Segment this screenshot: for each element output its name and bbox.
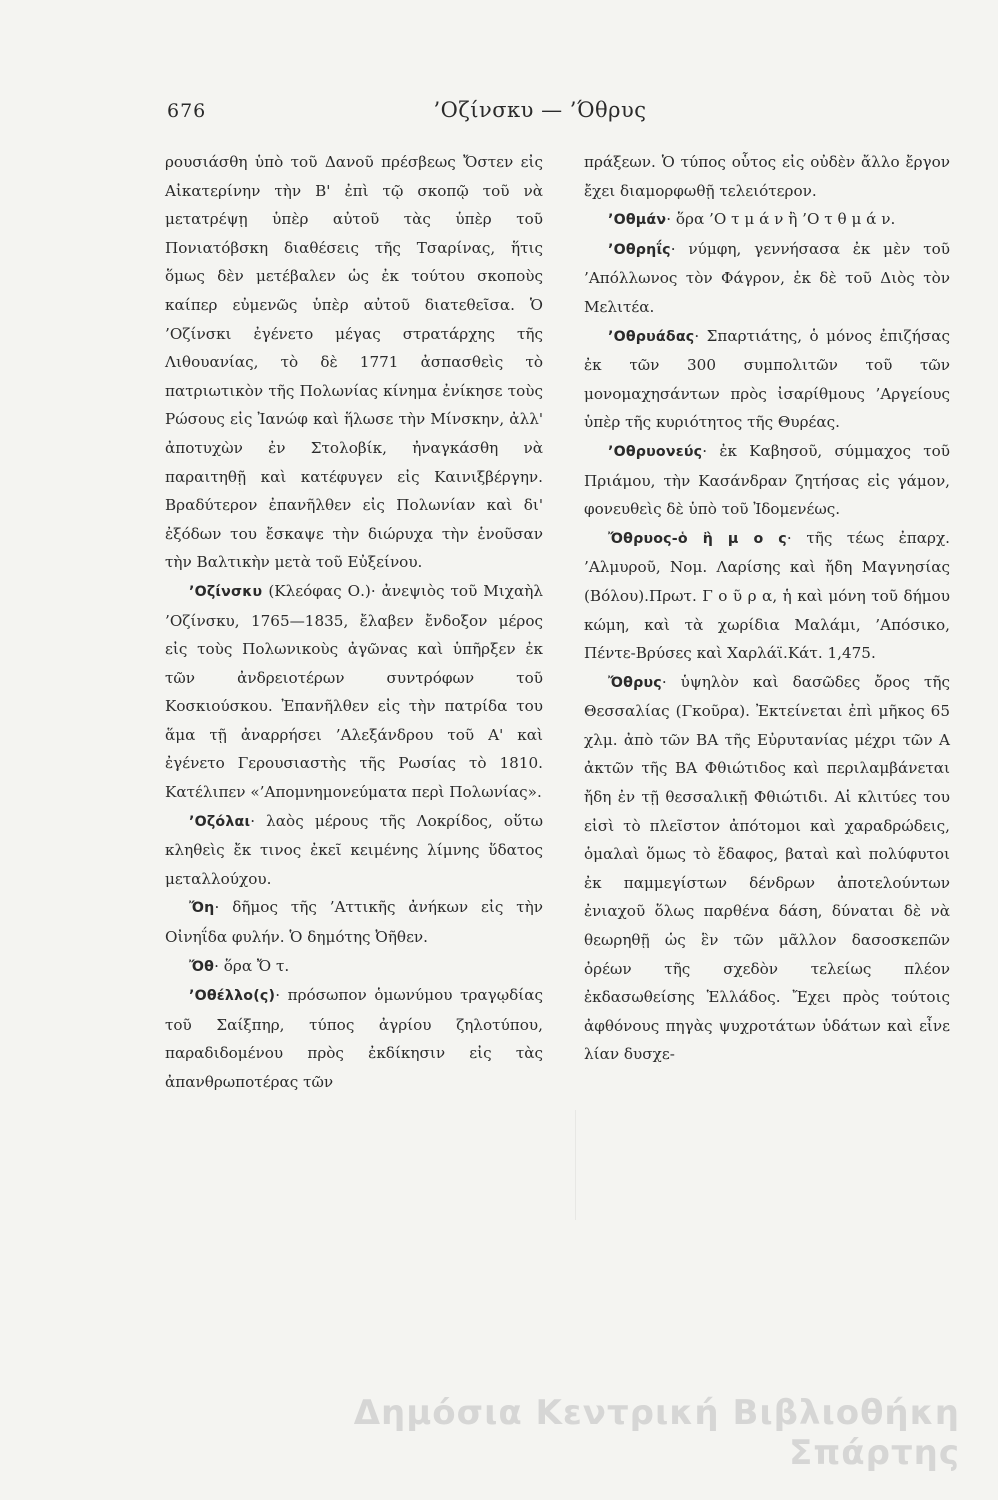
entry-text: · ὅρα Ὄ τ. — [214, 956, 290, 975]
entry-text: · ὑψηλὸν καὶ δασῶδες ὄρος τῆς Θεσσαλίας (Γκοῦρα). Ἐκτείνεται ἐπὶ μῆκος 65 χλμ. ἀπὸ τῶν ΒΑ τῆς Εὐρυτανίας μέχρι τῶν Α ἀκτῶν τῆς ΒΑ Φθιώτιδος καὶ περιλαμβάνεται ἤδη ἐν τῇ θεσσαλικῇ Φθιώτιδι. Αἱ κλιτύες του εἰσὶ τὸ πλεῖστον ἀπότομοι καὶ χαραδρώδεις, ὁμαλαὶ ὅμως τὸ ἔδαφος, βαταὶ καὶ πολύφυτοι ἐκ παμμεγίστων δένδρων ἀποτελούντων ἐνιαχοῦ ὅλως παρθένα δάση, δύναται δὲ νὰ θεωρηθῇ ὡς ἓν τῶν μᾶλλον δασοσκεπῶν ὀρέων τῆς σχεδὸν τελείως πλέον ἐκδασωθείσης Ἑλλάδος. Ἔχει πρὸς τούτοις ἀφθόνους πηγὰς ψυχροτάτων ὑδάτων καὶ εἶνε λίαν δυσχε- — [584, 672, 950, 1064]
entry-headword: Ὄθρυς — [608, 674, 662, 691]
entry-text: · νύμφη, γεννήσασα ἐκ μὲν τοῦ ’Απόλλωνος τὸν Φάγρον, ἐκ δὲ τοῦ Διὸς τὸν Μελιτέα. — [584, 239, 950, 316]
entry-text: · ὅρα ’Ο τ μ ά ν ἢ ’Ο τ θ μ ά ν. — [666, 210, 896, 229]
dictionary-entry — [165, 577, 543, 807]
entry-text: ρουσιάσθη ὑπὸ τοῦ Δανοῦ πρέσβεως Ὄστεν εἰς Αἰκατερίνην τὴν Β' ἐπὶ τῷ σκοπῷ τοῦ νὰ μετατρέψῃ ὑπὲρ αὐτοῦ τὰς ὑπὲρ τοῦ Πονιατόβσκη διαθέσεις τῆς Τσαρίνας, ἥτις ὅμως δὲν μετέβαλεν ὡς ἐκ τούτου σκοποὺς καίπερ εὐμενῶς ὑπὲρ αὐτοῦ διατεθεῖσα. Ὁ ’Οζίνσκι ἐγένετο μέγας στρατάρχης τῆς Λιθουανίας, τὸ δὲ 1771 ἀσπασθεὶς τὸ πατριωτικὸν τῆς Πολωνίας κίνημα ἐνίκησε τοὺς Ρώσους εἰς Ἰανώφ καὶ ἥλωσε τὴν Μίνσκην, ἀλλ' ἀποτυχὼν ἐν Στολοβίκ, ἠναγκάσθη νὰ παραιτηθῇ καὶ κατέφυγεν εἰς Καινιξβέργην. Βραδύτερον ἐπανῆλθεν εἰς Πολωνίαν καὶ δι' ἐξόδων του ἔσκαψε τὴν διώρυχα τὴν ἑνοῦσαν τὴν Βαλτικὴν μετὰ τοῦ Εὐξείνου. — [165, 153, 543, 572]
entry-headword: Ὄθρυος-ὁ ἢ μ ο ς — [608, 530, 787, 547]
right-column — [584, 148, 950, 1069]
entry-text: · τῆς τέως ἐπαρχ. ’Αλμυροῦ, Νομ. Λαρίσης καὶ ἤδη Μαγνησίας (Βόλου).Πρωτ. Γ ο ῦ ρ α, ἡ καὶ μόνη τοῦ δήμου κώμη, καὶ τὰ χωρίδια Μαλάμι, ’Απόσικο, Πέντε-Βρύσες καὶ Χαρλάϊ.Κάτ. 1,475. — [584, 528, 951, 663]
entry-text: πράξεων. Ὁ τύπος οὗτος εἰς οὐδὲν ἄλλο ἔργον ἔχει διαμορφωθῇ τελειότερον. — [584, 153, 950, 200]
dictionary-entry — [584, 205, 950, 235]
entry-continuation — [584, 148, 950, 205]
entry-text: · πρόσωπον ὁμωνύμου τραγῳδίας τοῦ Σαίξπηρ, τύπος ἀγρίου ζηλοτύπου, παραδιδομένου πρὸς ἐκδίκησιν εἰς τὰς ἀπανθρωποτέρας τῶν — [165, 986, 543, 1091]
entry-text: · Σπαρτιάτης, ὁ μόνος ἐπιζήσας ἐκ τῶν 300 συμπολιτῶν τοῦ τῶν μονομαχησάντων πρὸς ἰσαρίθμους ’Αργείους ὑπὲρ τῆς κυριότητος τῆς Θυρέας. — [584, 326, 950, 432]
entry-headword: ’Οθρηΐς — [608, 241, 671, 258]
entry-headword: ’Οθρυονεύς — [608, 443, 703, 460]
dictionary-entry — [584, 437, 950, 524]
dictionary-entry — [584, 668, 950, 1069]
entry-continuation — [165, 148, 543, 577]
dictionary-entry — [165, 952, 543, 982]
entry-headword: ’Οζόλαι — [189, 813, 251, 830]
dictionary-entry — [165, 807, 543, 894]
dictionary-entry — [584, 322, 950, 437]
dictionary-entry — [584, 235, 950, 322]
running-head: ’Οζίνσκυ — ’Όθρυς — [433, 98, 647, 122]
entry-text: · λαὸς μέρους τῆς Λοκρίδος, οὕτω κληθεὶς ἔκ τινος ἐκεῖ κειμένης λίμνης ὕδατος μεταλλούχου. — [165, 811, 543, 888]
entry-headword: ’Οθρυάδας — [608, 328, 695, 345]
dictionary-entry — [165, 893, 543, 951]
entry-headword: Ὄη — [189, 900, 215, 917]
dictionary-entry — [584, 524, 950, 668]
left-column — [165, 148, 543, 1097]
page-number: 676 — [167, 100, 207, 122]
entry-text: · ἐκ Καβησοῦ, σύμμαχος τοῦ Πριάμου, τὴν Κασάνδραν ζητήσας εἰς γάμον, φονευθεὶς δὲ ὑπὸ τοῦ Ἰδομενέως. — [584, 441, 950, 519]
entry-headword: ’Οθμάν — [608, 212, 667, 229]
entry-headword: ’Οζίνσκυ — [189, 583, 263, 600]
gutter-shadow — [575, 1110, 576, 1220]
dictionary-entry — [165, 981, 543, 1096]
entry-headword: ’Οθέλλο(ς) — [189, 988, 276, 1005]
library-watermark: Δημόσια Κεντρική Βιβλιοθήκη Σπάρτης — [353, 1393, 960, 1473]
entry-headword: Ὄθ — [189, 958, 215, 975]
entry-text: · δῆμος τῆς ’Αττικῆς ἀνήκων εἰς τὴν Οἰνηΐδα φυλήν. Ὁ δημότης Ὀῆθεν. — [165, 898, 543, 947]
entry-text: (Κλεόφας Ο.)· ἀνεψιὸς τοῦ Μιχαὴλ ’Οζίνσκυ, 1765—1835, ἔλαβεν ἔνδοξον μέρος εἰς τοὺς Πολωνικοὺς ἀγῶνας καὶ ὑπῆρξεν ἐκ τῶν ἀνδρειοτέρων συντρόφων τοῦ Κοσκιούσκου. Ἐπανῆλθεν εἰς τὴν πατρίδα του ἅμα τῇ ἀναρρήσει ’Αλεξάνδρου τοῦ Α' καὶ ἐγένετο Γερουσιαστὴς τῆς Ρωσίας τὸ 1810. Κατέλιπεν «’Απομνημονεύματα περὶ Πολωνίας». — [165, 581, 543, 802]
